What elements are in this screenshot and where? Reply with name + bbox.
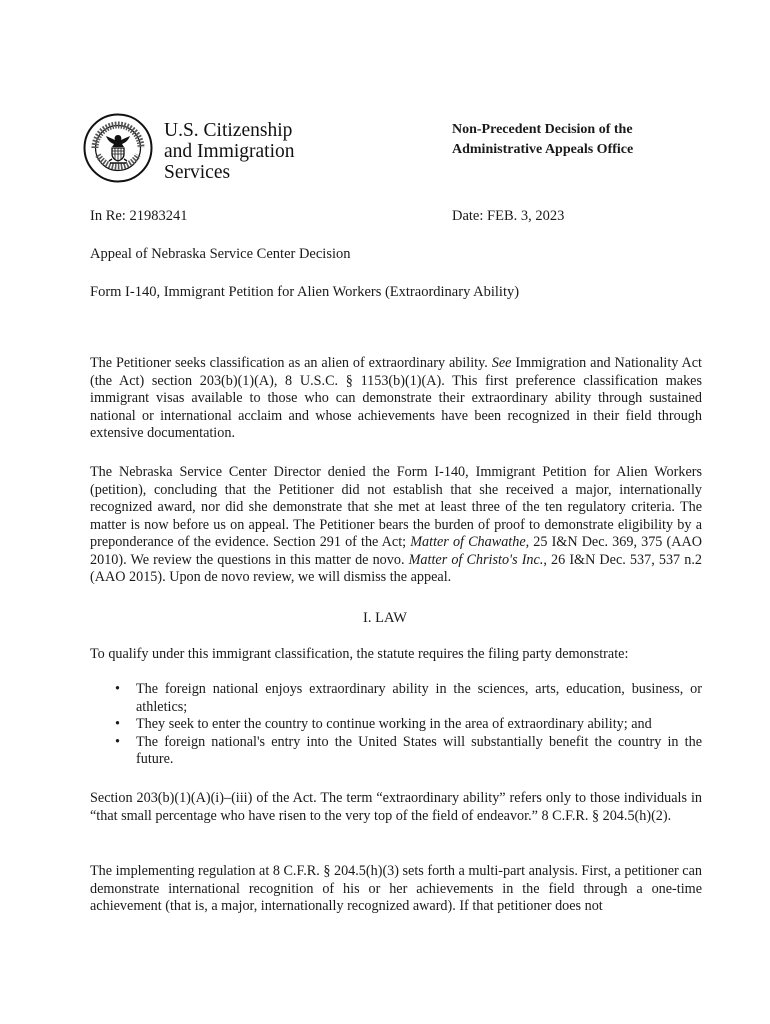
regulation-paragraph: The implementing regulation at 8 C.F.R. § 204.5(h)(3) sets forth a multi-part analysis. First, a petitioner can demonstrate international recognition of his or her achievements in the field through a one-time achievement (that is, a major, internationally recognized award). If that petitioner does not (90, 863, 702, 914)
case-citation-christos: Matter of Christo's Inc. (408, 551, 544, 568)
list-item: • They seek to enter the country to continue working in the area of extraordinary ability; and (90, 716, 702, 734)
decision-type-line-1: Non-Precedent Decision of the (452, 122, 633, 137)
requirements-list (90, 681, 702, 769)
procedural-history-paragraph: The Nebraska Service Center Director denied the Form I-140, Immigrant Petition for Alien Workers (petition), concluding that the Petitioner did not establish that she received a major, internationally recognized award, nor did she demonstrate that she met at least three of the ten regulatory criteria. The matter is now before us on appeal. The Petitioner bears the burden of proof to demonstrate eligibility by a preponderance of the evidence. Section 291 of the Act; Matter of Chawathe, 25 I&N Dec. 369, 375 (AAO 2010). We review the questions in this matter de novo. Matter of Christo's Inc., 26 I&N Dec. 537, 537 n.2 (AAO 2015). Upon de novo review, we will dismiss the appeal. (90, 464, 702, 585)
law-intro-paragraph: To qualify under this immigrant classification, the statute requires the filing party demonstrate: (90, 646, 629, 662)
list-item: • The foreign national enjoys extraordinary ability in the sciences, arts, education, business, or athletics; (90, 681, 702, 716)
decision-type-heading (452, 120, 633, 160)
section-heading-law: I. LAW (363, 610, 407, 626)
dhs-seal-logo (83, 113, 153, 183)
intro-paragraph: The Petitioner seeks classification as an alien of extraordinary ability. See Immigration and Nationality Act (the Act) section 203(b)(1)(A), 8 U.S.C. § 1153(b)(1)(A). This first preference classification makes immigrant visas available to those who can demonstrate their extraordinary ability through sustained national or international acclaim and whose achievements have been recognized in their field through extensive documentation. (90, 355, 702, 441)
agency-name-line-2: and Immigration (164, 141, 295, 162)
agency-name-line-3: Services (164, 162, 231, 183)
agency-name-line-1: U.S. Citizenship (164, 120, 293, 141)
case-number: In Re: 21983241 (90, 208, 188, 224)
form-title: Form I-140, Immigrant Petition for Alien Workers (Extraordinary Ability) (90, 284, 520, 300)
statute-paragraph: Section 203(b)(1)(A)(i)–(iii) of the Act. The term “extraordinary ability” refers only to those individuals in “that small percentage who have risen to the very top of the field of endeavor.” 8 C.F.R. § 204.5(h)(2). (90, 790, 702, 824)
agency-name (164, 120, 295, 183)
appeal-origin: Appeal of Nebraska Service Center Decision (90, 246, 351, 262)
list-item: • The foreign national's entry into the United States will substantially benefit the country in the future. (90, 734, 702, 769)
see-signal: See (491, 355, 512, 371)
decision-type-line-2: Administrative Appeals Office (452, 142, 634, 157)
decision-date: Date: FEB. 3, 2023 (452, 208, 565, 224)
case-citation-chawathe: Matter of Chawathe (410, 534, 526, 550)
